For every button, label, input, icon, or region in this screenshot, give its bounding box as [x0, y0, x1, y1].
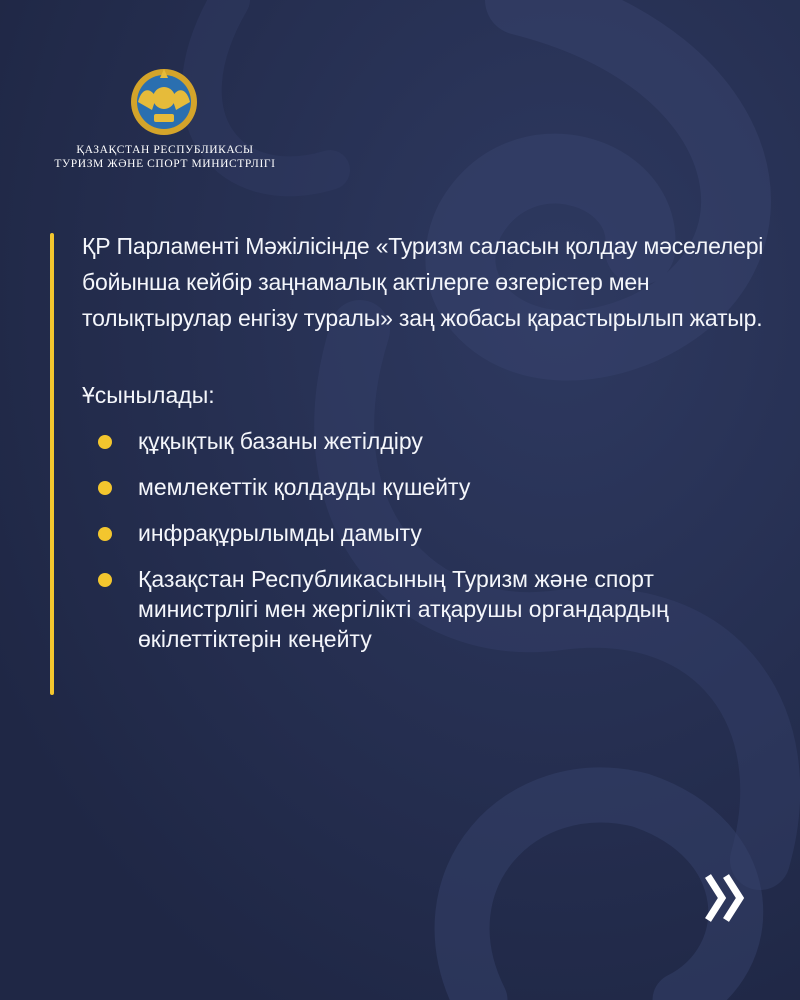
list-item: [82, 564, 772, 654]
double-chevron-right-icon[interactable]: [704, 872, 748, 924]
proposed-label: Ұсынылады:: [82, 382, 215, 408]
ministry-line-2: ТУРИЗМ ЖӘНЕ СПОРТ МИНИСТРЛІГІ: [54, 158, 276, 170]
list-item-text: инфрақұрылымды дамыту: [138, 520, 422, 546]
proposal-list: [82, 426, 772, 654]
list-item-text: Қазақстан Республикасының Туризм және спорт министрлігі мен жергілікті атқарушы органдардың өкілеттіктерін кеңейту: [138, 566, 669, 652]
bullet-dot-icon: [98, 527, 112, 541]
list-item-text: мемлекеттік қолдауды күшейту: [138, 474, 471, 500]
ministry-name: [40, 143, 290, 171]
state-emblem-icon: [128, 66, 200, 138]
list-item: [82, 472, 772, 502]
main-content: [82, 228, 772, 670]
accent-bar: [50, 233, 54, 695]
bullet-dot-icon: [98, 481, 112, 495]
list-item-text: құқықтық базаны жетілдіру: [138, 428, 423, 454]
list-item: [82, 426, 772, 456]
bullet-dot-icon: [98, 435, 112, 449]
ministry-line-1: ҚАЗАҚСТАН РЕСПУБЛИКАСЫ: [76, 144, 254, 156]
bullet-dot-icon: [98, 573, 112, 587]
list-item: [82, 518, 772, 548]
intro-text: ҚР Парламенті Мәжілісінде «Туризм саласын қолдау мәселелері бойынша кейбір заңнамалық актілерге өзгерістер мен толықтырулар енгізу туралы» заң жобасы қарастырылып жатыр.: [82, 233, 764, 331]
